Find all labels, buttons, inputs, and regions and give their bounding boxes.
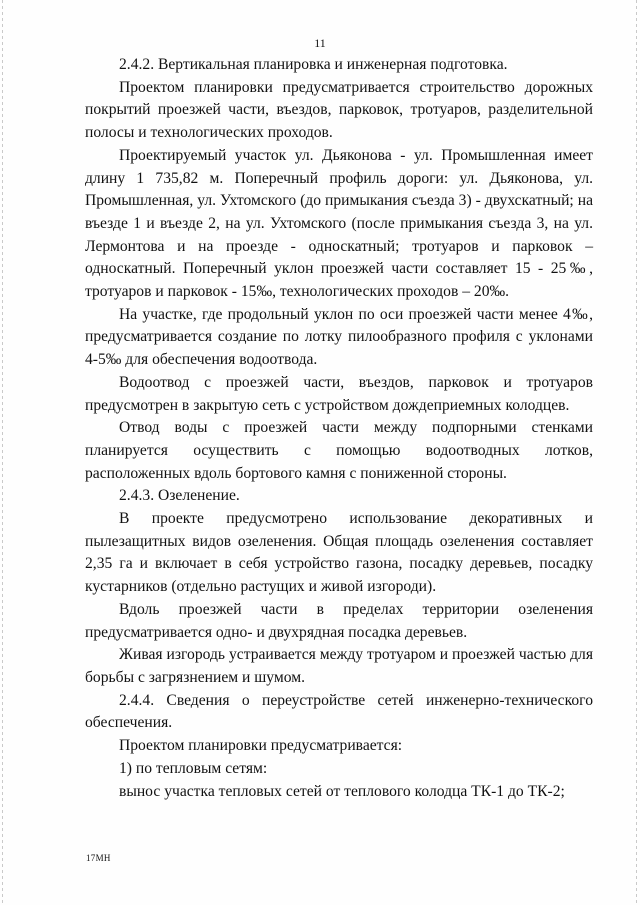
document-code: 17МН [86,853,111,863]
paragraph-hedge: Живая изгородь устраивается между тротуаром и проезжей частью для борьбы с загрязнением и шумом. [85,646,593,686]
paragraph-road-surfaces: Проектом планировки предусматривается строительство дорожных покрытий проезжей части, въездов, парковок, тротуаров, разделительной полосы и технологических проходов. [85,78,593,142]
paragraph-cross-profile: Проектируемый участок ул. Дьяконова - ул. Промышленная имеет длину 1 735,82 м. Поперечный профиль дороги: ул. Дьяконова, ул. Промышленная, ул. Ухтомского (до примыкания съезда 3) - двухскатный; на въезде 1 и въезде 2, на ул. Ухтомского (после примыкания съезда 3, на ул. Лермонтова и на проезде - односкатный; тротуаров и парковок – односкатный. Поперечный уклон проезжей части составляет 15 - 25‰, тротуаров и парковок - 15‰, технологических проходов – 20‰. [85,146,593,301]
paragraph-water-removal: Отвод воды с проезжей части между подпорными стенками планируется осуществить с помощью водоотводных лотков, расположенных вдоль бортового камня с пониженной стороны. [85,419,593,482]
section-heading-2-4-3: 2.4.3. Озеленение. [119,487,240,505]
right-scan-edge [636,0,637,905]
section-heading-2-4-2: 2.4.2. Вертикальная планировка и инженерная подготовка. [119,56,508,73]
paragraph-landscaping: В проекте предусмотрено использование декоративных и пылезащитных видов озеленения. Общая площадь озеленения составляет 2,35 га и включает в себя устройство газона, посадку деревьев, посадку кустарников (отдельно растущих и живой изгороди). [85,510,593,596]
list-item-heat-networks: 1) по тепловым сетям: [119,759,268,777]
left-scan-edge [2,0,3,905]
section-heading-2-4-4: 2.4.4. Сведения о переустройстве сетей инженерно-технического обеспечения. [85,691,593,732]
page-number: 11 [314,36,326,50]
paragraph-drainage: Водоотвод с проезжей части, въездов, парковок и тротуаров предусмотрен в закрытую сеть с устройством дождеприемных колодцев. [85,373,593,414]
document-body [85,54,593,803]
paragraph-tree-planting: Вдоль проезжей части в пределах территории озеленения предусматривается одно- и двухрядная посадка деревьев. [85,600,593,641]
paragraph-planning-provides: Проектом планировки предусматривается: [119,737,403,755]
paragraph-sawtooth-profile: На участке, где продольный уклон по оси проезжей части менее 4‰, предусматривается создание по лотку пилообразного профиля с уклонами 4-5‰ для обеспечения водоотвода. [85,305,593,369]
paragraph-heat-network-relocation: вынос участка тепловых сетей от теплового колодца ТК-1 до ТК-2; [119,782,565,800]
